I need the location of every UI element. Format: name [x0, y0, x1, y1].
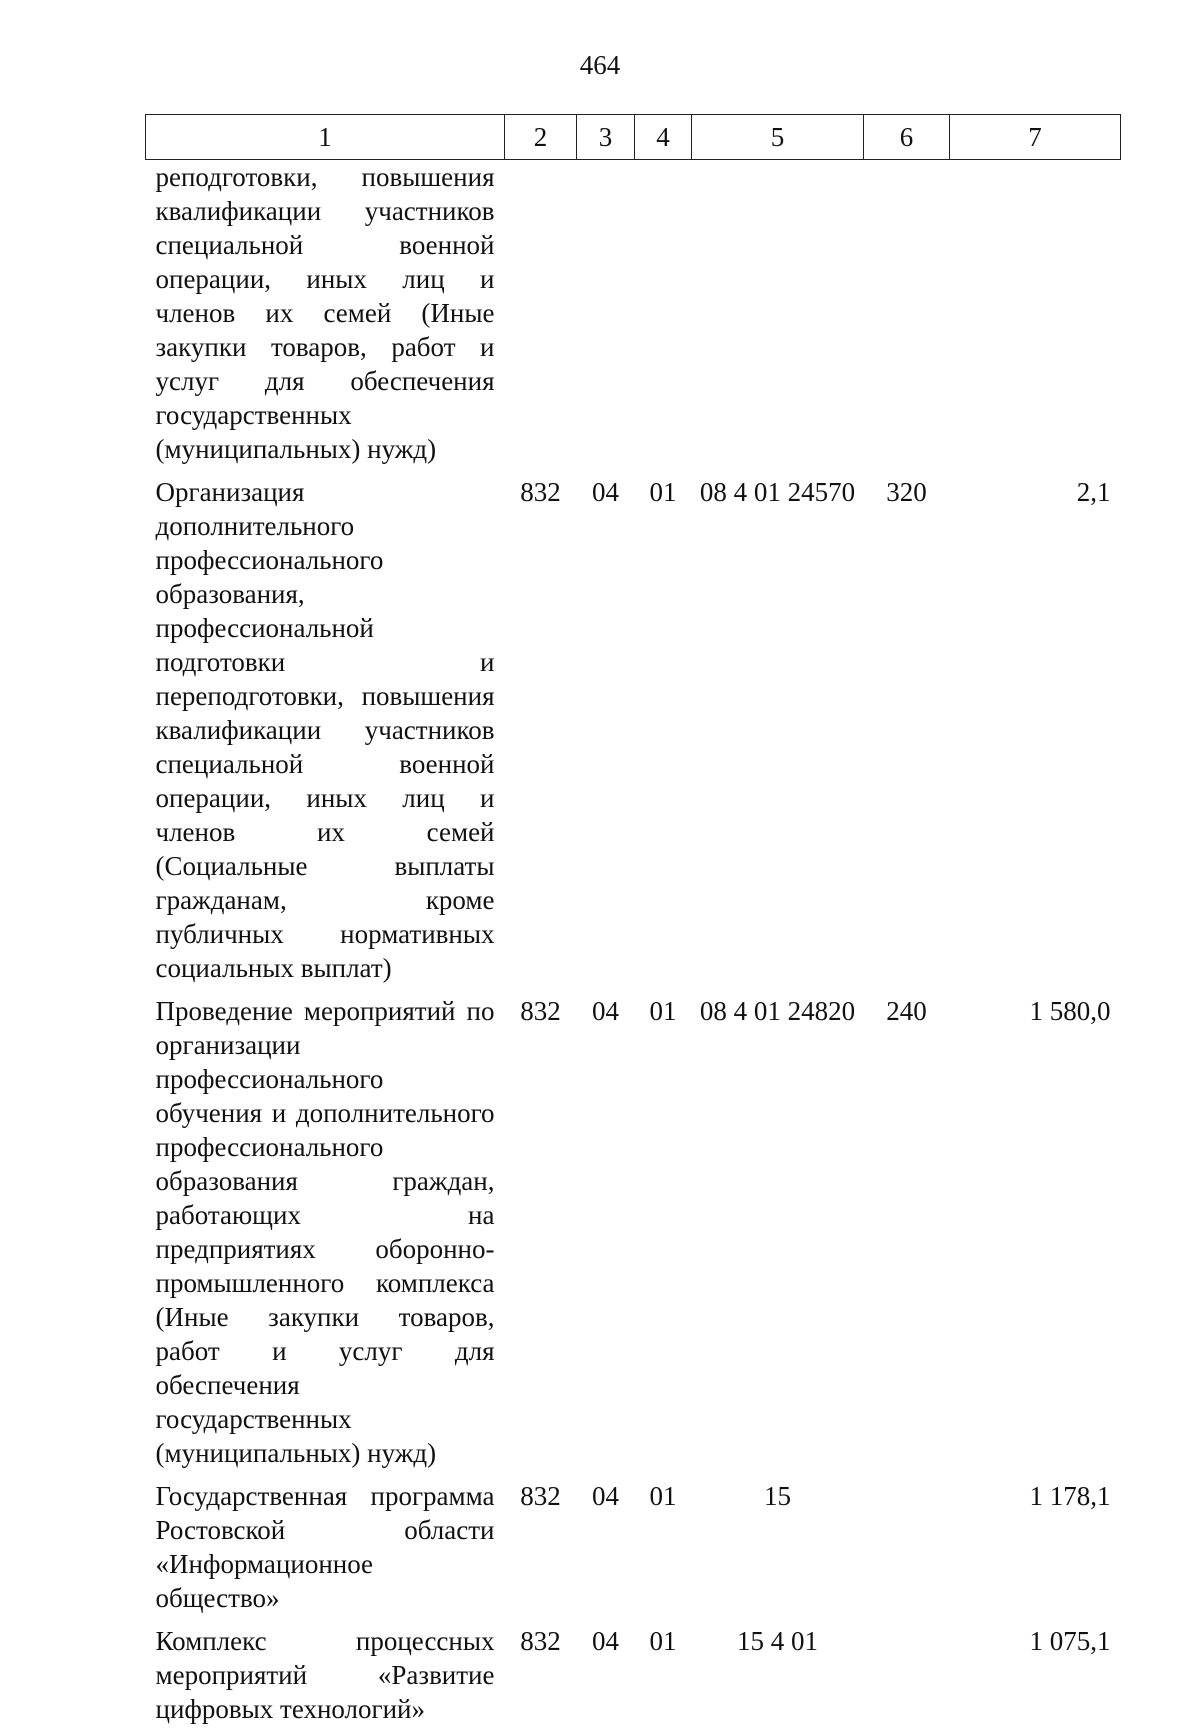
row-section-code: 04	[577, 475, 635, 994]
row-expense-type	[864, 160, 950, 476]
row-expense-type	[864, 1479, 950, 1624]
row-description: Государственная программа Ростовской области «Информационное общество»	[146, 1479, 505, 1624]
header-col-5: 5	[692, 115, 864, 160]
table-row	[146, 1479, 1121, 1624]
row-amount	[950, 160, 1121, 476]
row-expense-type: 320	[864, 475, 950, 994]
budget-table	[145, 114, 1121, 1735]
row-description: Организация дополнительного профессионального образования, профессиональной подготовки и переподготовки, повышения квалификации участников специальной военной операции, иных лиц и членов их семей (Социальные выплаты гражданам, кроме публичных нормативных социальных выплат)	[146, 475, 505, 994]
row-amount: 1 075,1	[950, 1624, 1121, 1735]
table-body	[146, 160, 1121, 1735]
row-target-code	[692, 160, 864, 476]
table-row	[146, 994, 1121, 1479]
header-row	[146, 115, 1121, 160]
header-col-1: 1	[146, 115, 505, 160]
row-ministry-code	[505, 160, 577, 476]
row-ministry-code: 832	[505, 1624, 577, 1735]
row-amount: 2,1	[950, 475, 1121, 994]
row-subsection-code: 01	[635, 1624, 692, 1735]
header-col-3: 3	[577, 115, 635, 160]
row-expense-type	[864, 1624, 950, 1735]
header-col-7: 7	[950, 115, 1121, 160]
row-subsection-code: 01	[635, 1479, 692, 1624]
row-section-code: 04	[577, 1624, 635, 1735]
row-ministry-code: 832	[505, 1479, 577, 1624]
table-row	[146, 1624, 1121, 1735]
row-amount: 1 580,0	[950, 994, 1121, 1479]
row-ministry-code: 832	[505, 475, 577, 994]
row-subsection-code	[635, 160, 692, 476]
row-section-code	[577, 160, 635, 476]
row-ministry-code: 832	[505, 994, 577, 1479]
row-subsection-code: 01	[635, 994, 692, 1479]
table-header	[146, 115, 1121, 160]
row-description: Проведение мероприятий по организации профессионального обучения и дополнительного профессионального образования граждан, работающих на предприятиях оборонно-промышленного комплекса (Иные закупки товаров, работ и услуг для обеспечения государственных (муниципальных) нужд)	[146, 994, 505, 1479]
row-description: Комплекс процессных мероприятий «Развитие цифровых технологий»	[146, 1624, 505, 1735]
row-expense-type: 240	[864, 994, 950, 1479]
row-target-code: 08 4 01 24570	[692, 475, 864, 994]
row-target-code: 08 4 01 24820	[692, 994, 864, 1479]
header-col-4: 4	[635, 115, 692, 160]
row-target-code: 15 4 01	[692, 1624, 864, 1735]
row-section-code: 04	[577, 994, 635, 1479]
row-section-code: 04	[577, 1479, 635, 1624]
row-subsection-code: 01	[635, 475, 692, 994]
table-row	[146, 475, 1121, 994]
row-target-code: 15	[692, 1479, 864, 1624]
row-description: реподготовки, повышения квалификации участников специальной военной операции, иных лиц и членов их семей (Иные закупки товаров, работ и услуг для обеспечения государственных (муниципальных) нужд)	[146, 160, 505, 476]
row-amount: 1 178,1	[950, 1479, 1121, 1624]
table-row	[146, 160, 1121, 476]
header-col-2: 2	[505, 115, 577, 160]
page-number: 464	[0, 50, 1200, 81]
header-col-6: 6	[864, 115, 950, 160]
